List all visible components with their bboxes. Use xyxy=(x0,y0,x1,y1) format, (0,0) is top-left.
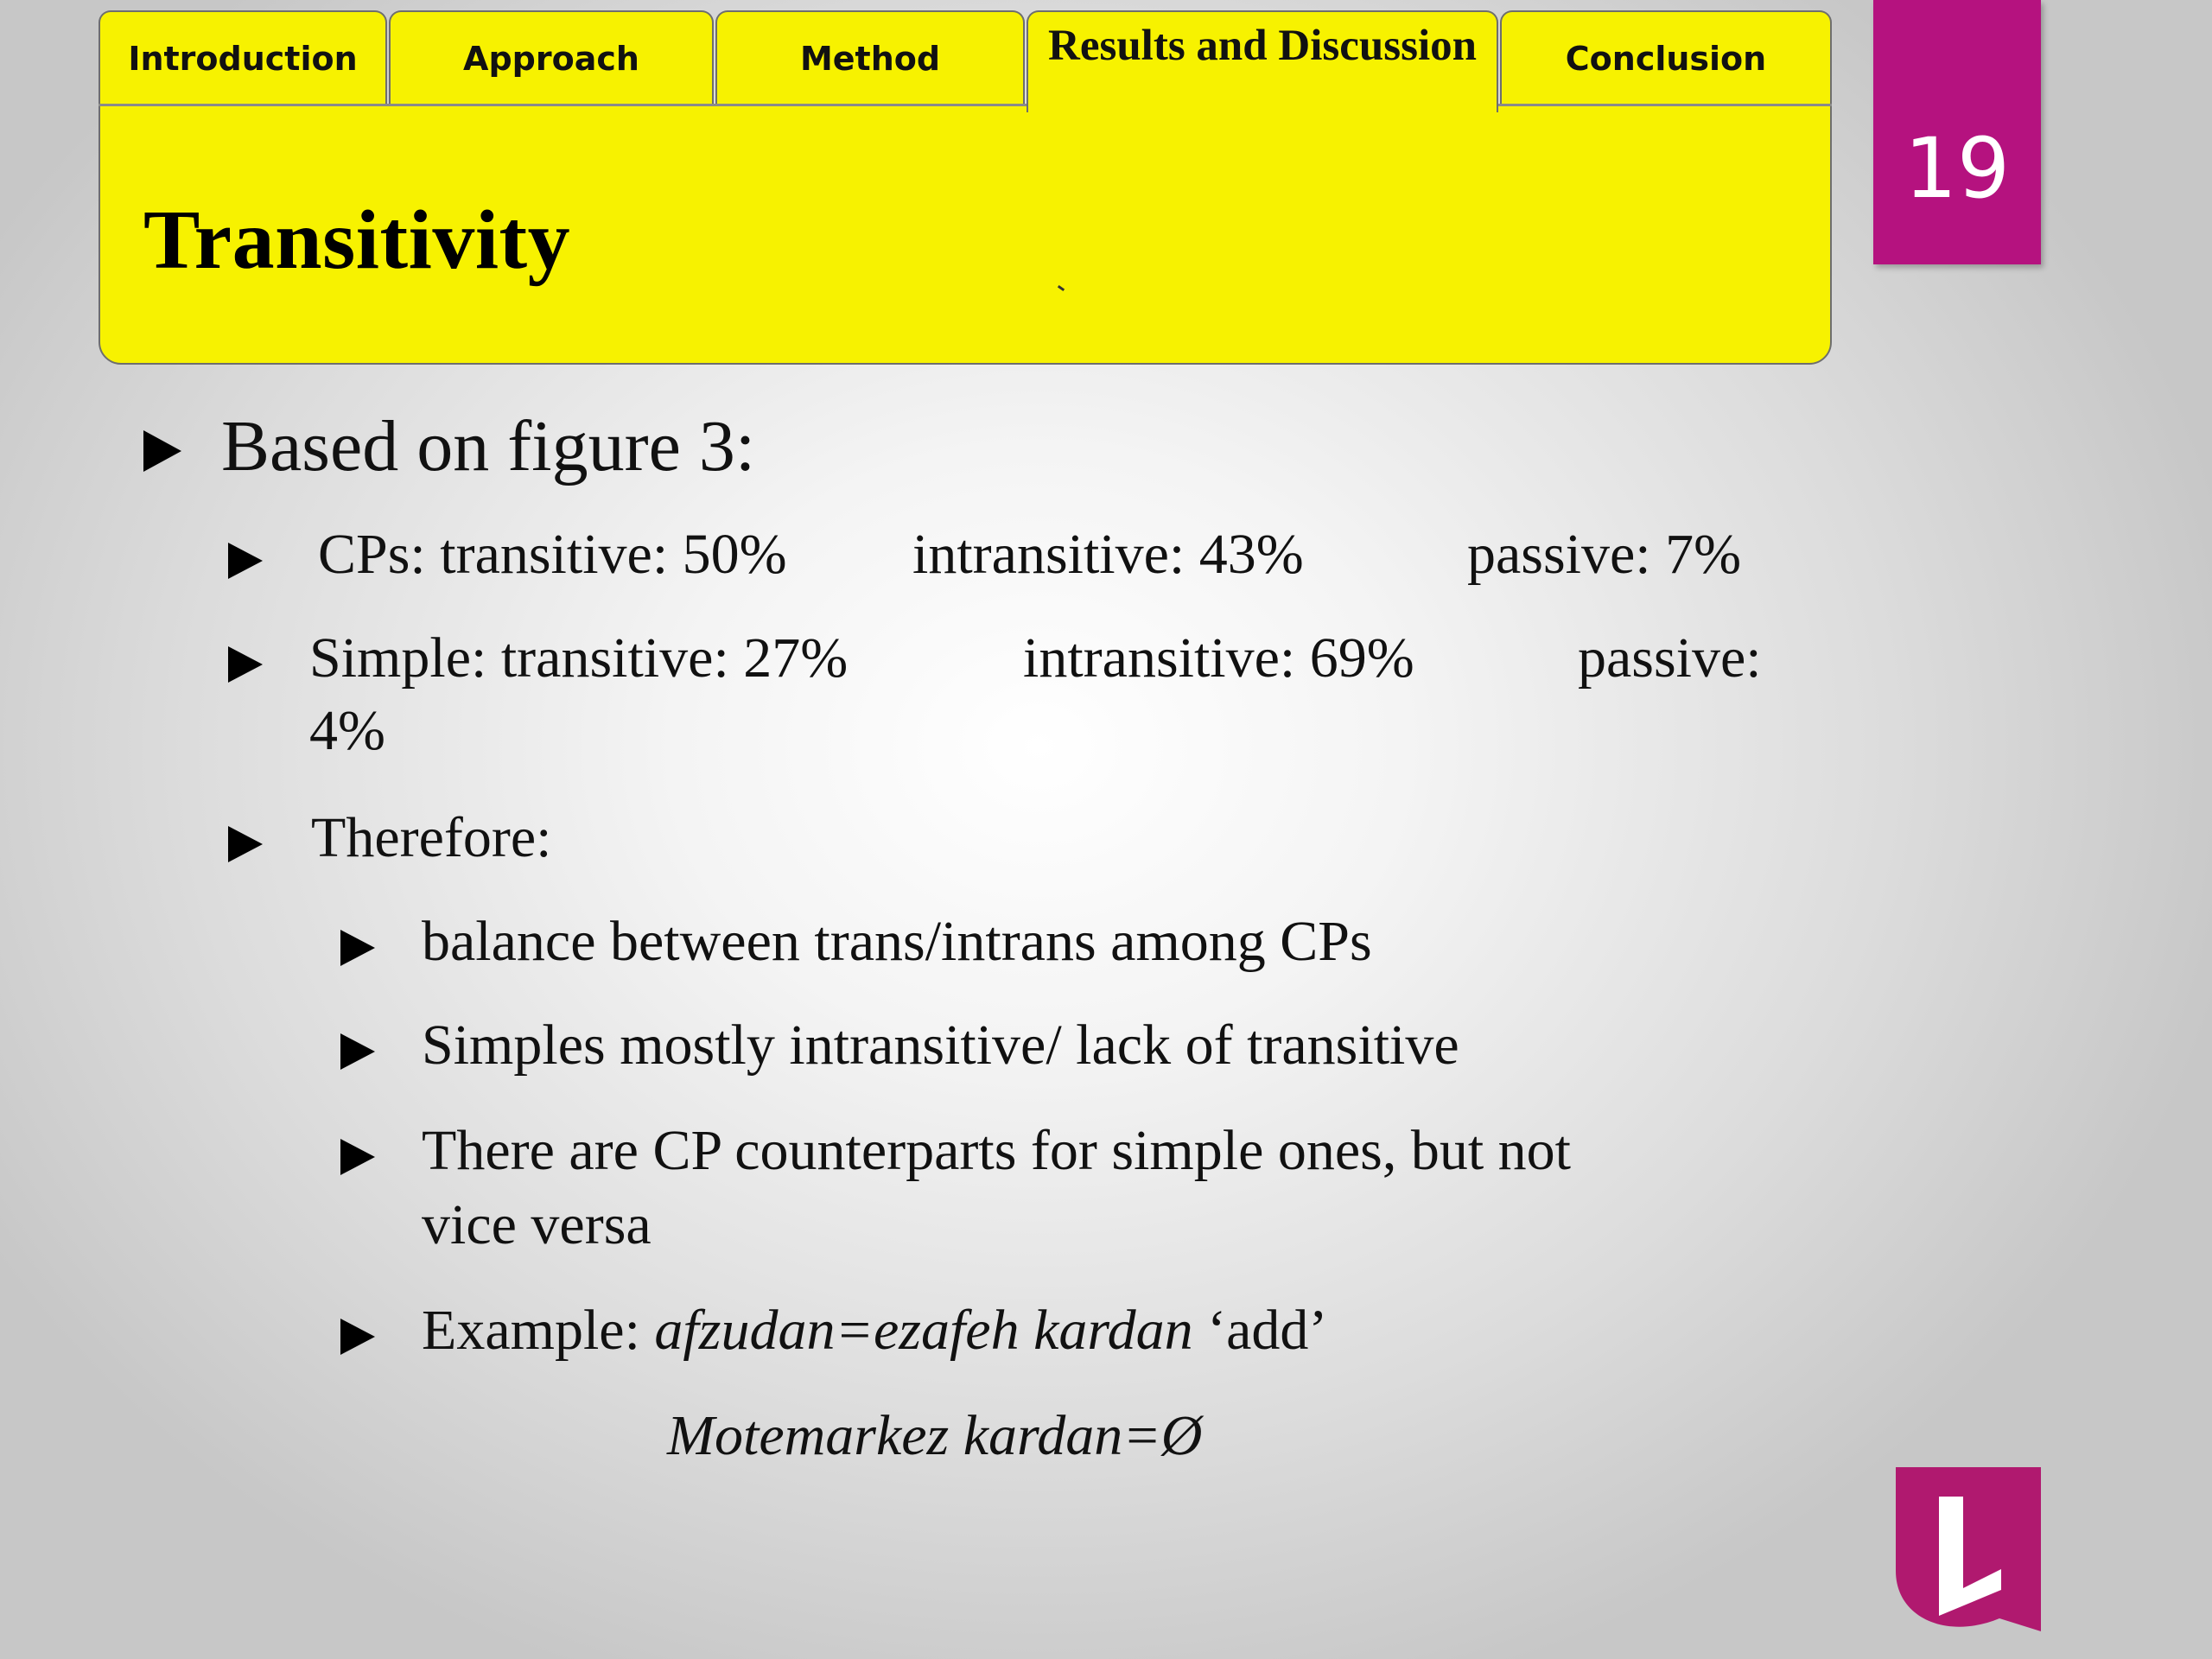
therefore-text: Therefore: xyxy=(311,806,552,869)
bullet-triangle-icon xyxy=(228,826,263,862)
tab-approach[interactable]: Approach xyxy=(389,10,714,105)
example-term: afzudan=ezafeh kardan xyxy=(654,1299,1193,1362)
simple-transitive-text: Simple: transitive: 27% xyxy=(309,626,849,690)
tab-divider-right xyxy=(1498,104,1832,106)
simple-passive-value: 4% xyxy=(309,699,385,762)
point-cp-counterparts: There are CP counterparts for simple ones, but not xyxy=(422,1119,1572,1182)
example-second-line: Motemarkez kardan=Ø xyxy=(667,1404,1203,1467)
tab-results-and-discussion[interactable]: Results and Discussion xyxy=(1027,10,1498,112)
bullet-triangle-icon xyxy=(340,930,375,966)
bullet-triangle-icon xyxy=(228,543,263,579)
simple-passive-label: passive: xyxy=(1578,626,1762,690)
point-cp-counterparts-continued: vice versa xyxy=(422,1193,652,1256)
simple-intransitive-text: intransitive: 69% xyxy=(1023,626,1414,690)
example-prefix: Example: xyxy=(422,1299,655,1362)
bullet-triangle-icon xyxy=(340,1033,375,1070)
bullet-triangle-icon xyxy=(340,1139,375,1175)
point-balance: balance between trans/intrans among CPs xyxy=(422,910,1372,973)
cps-intransitive-text: intransitive: 43% xyxy=(912,523,1304,586)
slide-title: Transitivity xyxy=(143,194,571,287)
bullet-triangle-icon xyxy=(228,646,263,683)
point-simples-intransitive: Simples mostly intransitive/ lack of transitive xyxy=(422,1014,1459,1077)
tab-conclusion[interactable]: Conclusion xyxy=(1500,10,1832,105)
bullet-based-on-figure: Based on figure 3: xyxy=(221,406,756,486)
tab-method[interactable]: Method xyxy=(715,10,1025,105)
cps-passive-text: passive: 7% xyxy=(1467,523,1742,586)
cps-transitive-text: CPs: transitive: 50% xyxy=(318,523,787,586)
page-number: 19 xyxy=(1904,120,2011,217)
example-gloss: ‘add’ xyxy=(1192,1299,1328,1362)
example-line xyxy=(422,1298,1327,1363)
tab-introduction[interactable]: Introduction xyxy=(99,10,387,105)
bullet-triangle-icon xyxy=(340,1319,375,1355)
bullet-triangle-icon xyxy=(143,430,181,472)
tab-divider-left xyxy=(99,104,1027,106)
university-logo-icon xyxy=(1896,1467,2041,1640)
